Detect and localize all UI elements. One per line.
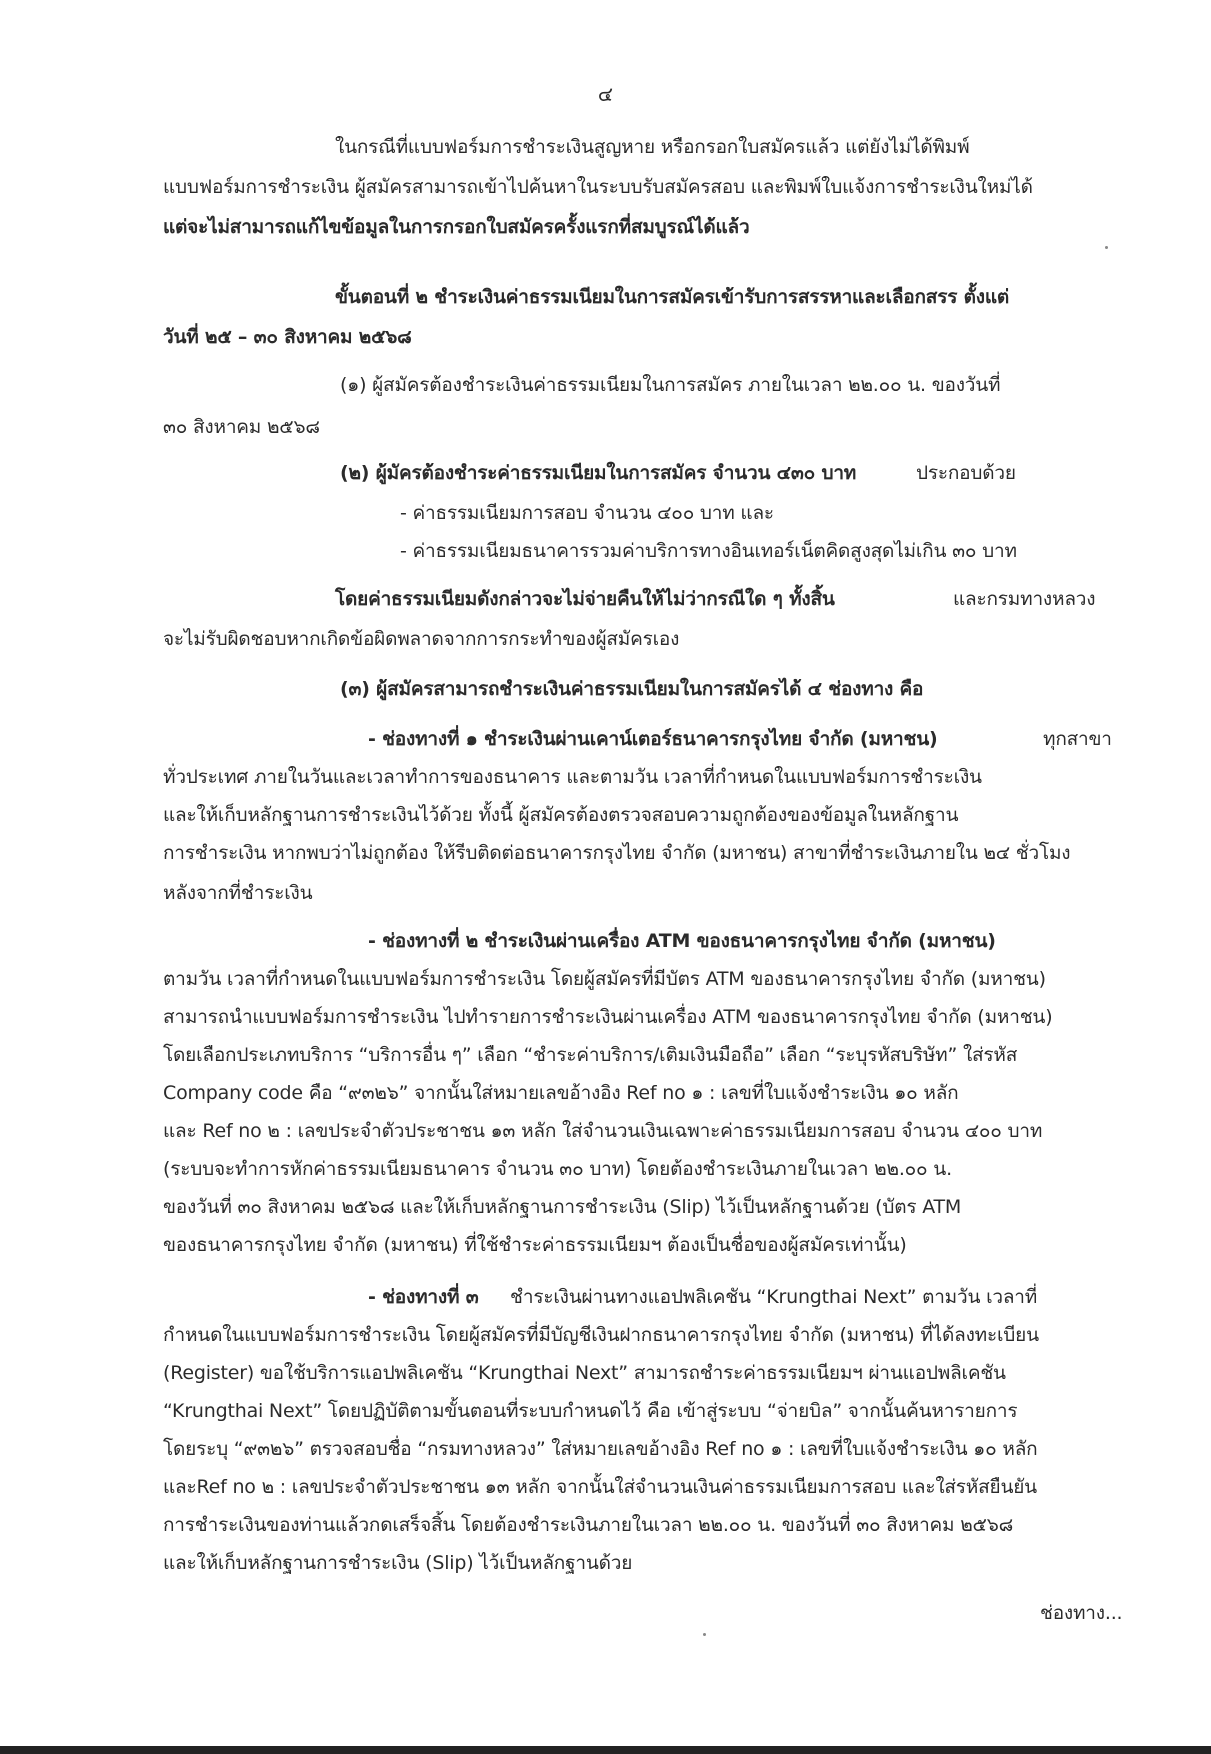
text-line: สามารถนำแบบฟอร์มการชำระเงิน ไปทำรายการชำระเงินผ่านเครื่อง ATM ของธนาคารกรุงไทย จำกัด (มหาชน) [163,1006,1053,1028]
text-line: และRef no ๒ : เลขประจำตัวประชาชน ๑๓ หลัก จากนั้นใส่จำนวนเงินค่าธรรมเนียมการสอบ และใส่รหัสยืนยัน [163,1476,1037,1498]
text-line: (ระบบจะทำการหักค่าธรรมเนียมธนาคาร จำนวน ๓๐ บาท) โดยต้องชำระเงินภายในเวลา ๒๒.๐๐ น. [163,1158,952,1180]
text-line: ของวันที่ ๓๐ สิงหาคม ๒๕๖๘ และให้เก็บหลักฐานการชำระเงิน (Slip) ไว้เป็นหลักฐานด้วย (บัตร ATM [163,1196,962,1218]
text-line: การชำระเงินของท่านแล้วกดเสร็จสิ้น โดยต้องชำระเงินภายในเวลา ๒๒.๐๐ น. ของวันที่ ๓๐ สิงหาคม ๒๕๖๘ [163,1514,1014,1536]
text-line: จะไม่รับผิดชอบหากเกิดข้อผิดพลาดจากการกระทำของผู้สมัครเอง [163,628,680,650]
text-line: และกรมทางหลวง [953,588,1096,610]
scan-speck [1105,246,1108,249]
text-line: แต่จะไม่สามารถแก้ไขข้อมูลในการกรอกใบสมัครครั้งแรกที่สมบูรณ์ได้แล้ว [163,216,750,238]
text-line: กำหนดในแบบฟอร์มการชำระเงิน โดยผู้สมัครที่มีบัญชีเงินฝากธนาคารกรุงไทย จำกัด (มหาชน) ที่ได้ลงทะเบียน [163,1324,1039,1346]
text-line: ในกรณีที่แบบฟอร์มการชำระเงินสูญหาย หรือกรอกใบสมัครแล้ว แต่ยังไม่ได้พิมพ์ [335,136,970,158]
continuation-note: ช่องทาง... [1040,1602,1123,1624]
text-line: วันที่ ๒๕ – ๓๐ สิงหาคม ๒๕๖๘ [163,326,412,348]
scan-speck [703,1633,706,1636]
text-line: (๑) ผู้สมัครต้องชำระเงินค่าธรรมเนียมในการสมัคร ภายในเวลา ๒๒.๐๐ น. ของวันที่ [340,374,1001,396]
text-line: และให้เก็บหลักฐานการชำระเงิน (Slip) ไว้เป็นหลักฐานด้วย [163,1552,633,1574]
text-line: - ค่าธรรมเนียมธนาคารรวมค่าบริการทางอินเทอร์เน็ตคิดสูงสุดไม่เกิน ๓๐ บาท [400,540,1017,562]
text-line: - ช่องทางที่ ๑ ชำระเงินผ่านเคาน์เตอร์ธนาคารกรุงไทย จำกัด (มหาชน) [368,728,938,750]
text-line: “Krungthai Next” โดยปฏิบัติตามขั้นตอนที่ระบบกำหนดไว้ คือ เข้าสู่ระบบ “จ่ายบิล” จากนั้นค้นหารายการ [163,1400,1018,1422]
text-line: ๓๐ สิงหาคม ๒๕๖๘ [163,416,320,438]
text-line: หลังจากที่ชำระเงิน [163,882,313,904]
text-line: - ค่าธรรมเนียมการสอบ จำนวน ๔๐๐ บาท และ [400,502,774,524]
text-line: (๓) ผู้สมัครสามารถชำระเงินค่าธรรมเนียมในการสมัครได้ ๔ ช่องทาง คือ [340,678,924,700]
text-line: (๒) ผู้มัครต้องชำระค่าธรรมเนียมในการสมัคร จำนวน ๔๓๐ บาท [340,462,857,484]
scan-edge [0,1746,1211,1754]
text-line: และให้เก็บหลักฐานการชำระเงินไว้ด้วย ทั้งนี้ ผู้สมัครต้องตรวจสอบความถูกต้องของข้อมูลในหลักฐาน [163,804,959,826]
text-line: ตามวัน เวลาที่กำหนดในแบบฟอร์มการชำระเงิน โดยผู้สมัครที่มีบัตร ATM ของธนาคารกรุงไทย จำกัด (มหาชน) [163,968,1046,990]
text-line: - ช่องทางที่ ๓ [368,1286,479,1308]
text-line: ชำระเงินผ่านทางแอปพลิเคชัน “Krungthai Next” ตามวัน เวลาที่ [510,1286,1038,1308]
text-line: แบบฟอร์มการชำระเงิน ผู้สมัครสามารถเข้าไปค้นหาในระบบรับสมัครสอบ และพิมพ์ใบแจ้งการชำระเงินใหม่ได้ [163,176,1033,198]
text-line: Company code คือ “๙๓๒๖” จากนั้นใส่หมายเลขอ้างอิง Ref no ๑ : เลขที่ใบแจ้งชำระเงิน ๑๐ หลัก [163,1082,959,1104]
text-line: ประกอบด้วย [916,462,1016,484]
text-line: โดยเลือกประเภทบริการ “บริการอื่น ๆ” เลือก “ชำระค่าบริการ/เติมเงินมือถือ” เลือก “ระบุรหัสบริษัท” ใส่รหัส [163,1044,1018,1066]
text-line: ทุกสาขา [1043,728,1112,750]
text-line: การชำระเงิน หากพบว่าไม่ถูกต้อง ให้รีบติดต่อธนาคารกรุงไทย จำกัด (มหาชน) สาขาที่ชำระเงินภายใน ๒๔ ชั่วโมง [163,842,1071,864]
text-line: - ช่องทางที่ ๒ ชำระเงินผ่านเครื่อง ATM ของธนาคารกรุงไทย จำกัด (มหาชน) [368,930,996,952]
text-line: ขั้นตอนที่ ๒ ชำระเงินค่าธรรมเนียมในการสมัครเข้ารับการสรรหาและเลือกสรร ตั้งแต่ [335,286,1010,308]
text-line: ทั่วประเทศ ภายในวันและเวลาทำการของธนาคาร และตามวัน เวลาที่กำหนดในแบบฟอร์มการชำระเงิน [163,766,982,788]
text-line: และ Ref no ๒ : เลขประจำตัวประชาชน ๑๓ หลัก ใส่จำนวนเงินเฉพาะค่าธรรมเนียมการสอบ จำนวน ๔๐๐ บาท [163,1120,1043,1142]
text-line: ของธนาคารกรุงไทย จำกัด (มหาชน) ที่ใช้ชำระค่าธรรมเนียมฯ ต้องเป็นชื่อของผู้สมัครเท่านั้น) [163,1234,907,1256]
text-line: โดยระบุ “๙๓๒๖” ตรวจสอบชื่อ “กรมทางหลวง” ใส่หมายเลขอ้างอิง Ref no ๑ : เลขที่ใบแจ้งชำระเงิน ๑๐ หลัก [163,1438,1038,1460]
page-number: ๔ [597,82,614,106]
text-line: โดยค่าธรรมเนียมดังกล่าวจะไม่จ่ายคืนให้ไม่ว่ากรณีใด ๆ ทั้งสิ้น [335,588,835,610]
text-line: (Register) ขอใช้บริการแอปพลิเคชัน “Krungthai Next” สามารถชำระค่าธรรมเนียมฯ ผ่านแอปพลิเคชัน [163,1362,1006,1384]
